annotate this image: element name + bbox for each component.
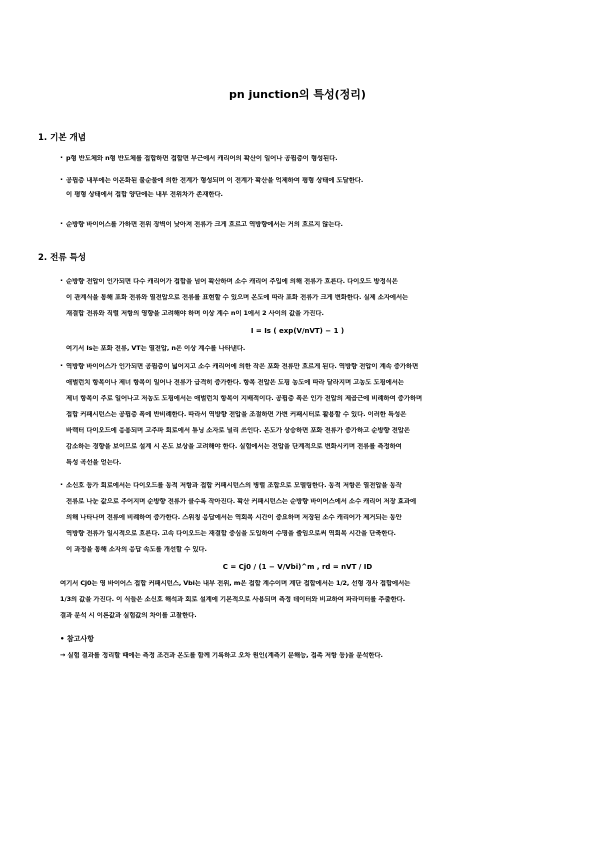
equation-capacitance: C = Cj0 / (1 − V/Vbi)^m , rd = nVT / ID [222,563,373,571]
text-line: 여기서 Is는 포화 전류, VT는 열전압, n은 이상 계수를 나타낸다. [66,345,246,352]
text-line: 순방향 전압이 인가되면 다수 캐리어가 접합을 넘어 확산하며 소수 캐리어 주입에 의해 전류가 흐른다. 다이오드 방정식은 [66,278,398,285]
text-line: 이 관계식을 통해 포화 전류와 열전압으로 전류를 표현할 수 있으며 온도에 따라 포화 전류가 크게 변화한다. 실제 소자에서는 [66,294,409,301]
text-line: 이 평형 상태에서 접합 양단에는 내부 전위차가 존재한다. [66,191,223,198]
section-heading-1: 1. 기본 개념 [38,133,86,143]
text-line: 제너 항복이 주로 일어나고 저농도 도핑에서는 애벌런치 항복이 지배적이다. 공핍층 폭은 인가 전압의 제곱근에 비례하여 증가하며 [66,395,423,402]
text-line: p형 반도체와 n형 반도체를 접합하면 접합면 부근에서 캐리어의 확산이 일어나 공핍층이 형성된다. [66,155,338,162]
text-line: 애벌런치 항복이나 제너 항복이 일어나 전류가 급격히 증가한다. 항복 전압은 도핑 농도에 따라 달라지며 고농도 도핑에서는 [66,379,404,386]
bullet-marker: · [60,153,64,162]
text-line: 감소하는 경향을 보이므로 설계 시 온도 보상을 고려해야 한다. 실험에서는 전압을 단계적으로 변화시키며 전류를 측정하여 [66,443,402,450]
text-line: 바랙터 다이오드에 응용되며 고주파 회로에서 튜닝 소자로 널리 쓰인다. 온도가 상승하면 포화 전류가 증가하고 순방향 전압은 [66,427,410,434]
bullet-marker: · [60,361,64,370]
text-line: 소신호 등가 회로에서는 다이오드를 동적 저항과 접합 커패시턴스의 병렬 조합으로 모델링한다. 동적 저항은 열전압을 동작 [66,482,402,489]
section-heading-2: 2. 전류 특성 [38,253,86,263]
bullet-marker: · [60,175,64,184]
text-line: 이 과정을 통해 소자의 응답 속도를 개선할 수 있다. [66,546,207,553]
text-line: 공핍층 내부에는 이온화된 불순물에 의한 전계가 형성되며 이 전계가 확산을 억제하여 평형 상태에 도달한다. [66,177,364,184]
text-line: 여기서 Cj0는 영 바이어스 접합 커패시턴스, Vbi는 내부 전위, m은 접합 계수이며 계단 접합에서는 1/2, 선형 경사 접합에서는 [60,580,411,587]
text-line: 특성 곡선을 얻는다. [66,459,122,466]
text-line: 결과 분석 시 이론값과 실험값의 차이를 고찰한다. [60,612,197,619]
text-line: 재결합 전류와 직렬 저항의 영향을 고려해야 하며 이상 계수 n이 1에서 2 사이의 값을 가진다. [66,310,324,317]
text-line: → 실험 결과를 정리할 때에는 측정 조건과 온도를 함께 기록하고 오차 원인(계측기 분해능, 접촉 저항 등)을 분석한다. [60,652,383,659]
bullet-marker: · [60,276,64,285]
page-title: pn junction의 특성(정리) [229,88,366,101]
text-line: 역방향 전류가 일시적으로 흐른다. 고속 다이오드는 재결합 중심을 도입하여 수명을 줄임으로써 역회복 시간을 단축한다. [66,530,396,537]
text-line: 역방향 바이어스가 인가되면 공핍층이 넓어지고 소수 캐리어에 의한 작은 포화 전류만 흐르게 된다. 역방향 전압이 계속 증가하면 [66,363,419,370]
bullet-marker: · [60,219,64,228]
bullet-marker: · [60,480,64,489]
text-line: 순방향 바이어스를 가하면 전위 장벽이 낮아져 전류가 크게 흐르고 역방향에서는 거의 흐르지 않는다. [66,221,343,228]
equation-diode: I = Is ( exp(V/nVT) − 1 ) [250,327,345,335]
notes-heading: • 참고사항 [60,635,94,643]
text-line: 전류로 나눈 값으로 주어지며 순방향 전류가 클수록 작아진다. 확산 커패시턴스는 순방향 바이어스에서 소수 캐리어 저장 효과에 [66,498,417,505]
text-line: 의해 나타나며 전류에 비례하여 증가한다. 스위칭 응답에서는 역회복 시간이 중요하며 저장된 소수 캐리어가 제거되는 동안 [66,514,402,521]
text-line: 접합 커패시턴스는 공핍층 폭에 반비례한다. 따라서 역방향 전압을 조절하면 가변 커패시터로 활용할 수 있다. 이러한 특성은 [66,411,407,418]
text-line: 1/3의 값을 가진다. 이 식들은 소신호 해석과 회로 설계에 기본적으로 사용되며 측정 데이터와 비교하여 파라미터를 추출한다. [60,596,406,603]
